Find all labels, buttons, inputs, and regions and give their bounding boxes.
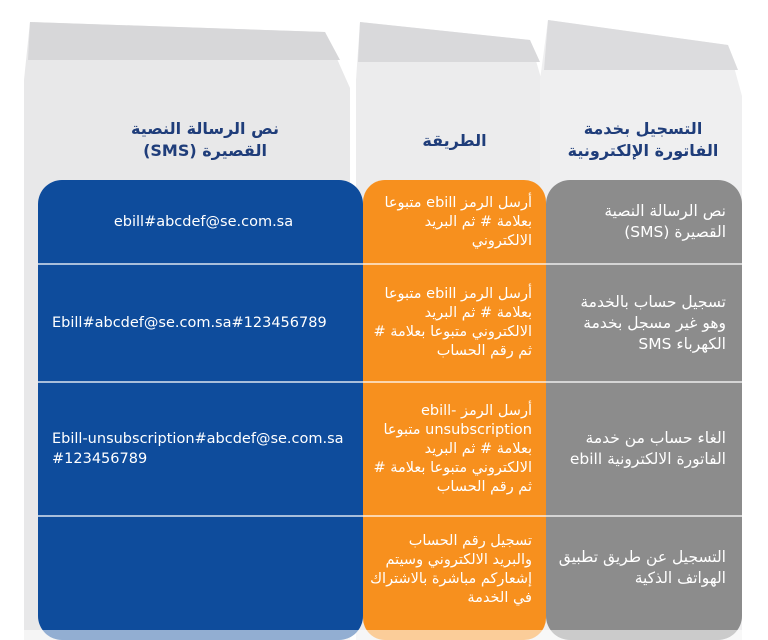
header-method [363, 130, 546, 152]
row-3-sms-line2: #123456789 [52, 451, 148, 467]
row-4-method: تسجيل رقم الحساب والبريد الالكتروني وسيتم إشعاركم مباشرة بالاشتراك في الخدمة [370, 533, 532, 606]
table-row-2-label-cell [546, 264, 742, 382]
header-sms-text [60, 118, 350, 162]
header-register-line2: الفاتورة الإلكترونية [567, 141, 719, 160]
table-row-1-method-cell [363, 180, 546, 264]
row-3-sms-line1: Ebill-unsubscription#abcdef@se.com.sa [52, 431, 344, 447]
row-1-sms: ebill#abcdef@se.com.sa [113, 214, 294, 230]
row-2-label: تسجيل حساب بالخدمة وهو غير مسجل بخدمة الكهرباء SMS [580, 292, 726, 353]
row-2-sms: Ebill#abcdef@se.com.sa#123456789 [52, 315, 327, 331]
table-row-4-method-cell [363, 516, 546, 624]
table-row-1-label-cell [546, 180, 742, 264]
table-row-3-method-cell [363, 382, 546, 516]
table-row-4-label-cell [546, 516, 742, 620]
header-register [548, 118, 738, 162]
row-3-method: أرسل الرمز ebill-unsubscription متبوعا بعلامة # ثم البريد الالكتروني متبوعا بعلامة # ثم رقم الحساب [373, 402, 532, 495]
row-3-label: الغاء حساب من خدمة الفاتورة الالكترونية ebill [569, 429, 726, 468]
row-4-label: التسجيل عن طريق تطبيق الهواتف الذكية [558, 548, 726, 587]
table-row-2-method-cell [363, 264, 546, 382]
header-register-line1: التسجيل بخدمة [583, 119, 703, 138]
row-1-label: نص الرسالة النصية القصيرة (SMS) [604, 202, 726, 241]
table-row-1-sms-cell [38, 180, 363, 264]
table-row-3-label-cell [546, 382, 742, 516]
header-method-label: الطريقة [422, 131, 487, 150]
row-1-method: أرسل الرمز ebill متبوعا بعلامة # ثم البريد الالكتروني [384, 194, 532, 249]
table-row-4-sms-cell [38, 516, 363, 620]
table-row-3-sms-cell [38, 382, 363, 516]
row-2-method: أرسل الرمز ebill متبوعا بعلامة # ثم البريد الالكتروني متبوعا بعلامة # ثم رقم الحساب [373, 286, 532, 359]
table-row-2-sms-cell [38, 264, 363, 382]
header-sms-line1: نص الرسالة النصية [131, 119, 279, 138]
header-sms-line2: القصيرة (SMS) [143, 141, 267, 160]
